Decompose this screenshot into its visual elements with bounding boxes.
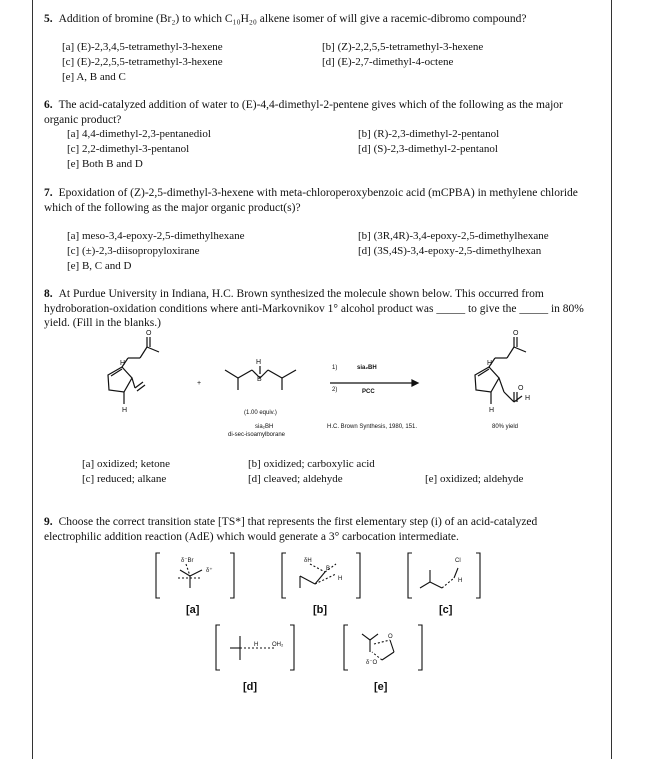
q5-option-e[interactable]: [e] A, B and C [62,71,126,83]
q6-option-c[interactable]: [c] 2,2-dimethyl-3-pentanol [67,143,190,155]
q7-option-e[interactable]: [e] B, C and D [67,260,132,272]
ts-c-structure [408,553,480,598]
q8-number: 8. [44,288,53,300]
ts-c-cl-label: Cl [455,558,461,564]
ts-c-h-label: H [458,578,463,584]
q6-option-d[interactable]: [d] (S)-2,3-dimethyl-2-pentanol [358,143,498,155]
step-2-label: 2) [332,387,338,393]
q9-transition-states [150,548,490,698]
q8-option-b[interactable]: [b] oxidized; carboxylic acid [248,458,375,470]
q7-number: 7. [44,187,53,199]
ts-label-c[interactable]: [c] [439,604,453,616]
ts-a-delta-label: δ⁺ [206,568,213,574]
question-8 [44,287,596,331]
ts-label-b[interactable]: [b] [313,604,328,616]
reference-label: H.C. Brown Synthesis, 1980, 151. [327,424,418,430]
step-1-label: 1) [332,365,338,371]
prod-h2-label: H [489,407,495,414]
q5-option-d[interactable]: [d] (E)-2,7-dimethyl-4-octene [322,56,454,68]
ts-label-a[interactable]: [a] [186,604,200,616]
question-9 [44,515,596,544]
equiv-label: (1.00 equiv.) [244,410,277,416]
ts-e-o-label: O [388,634,393,640]
ts-e-structure [344,625,422,670]
starting-material-structure [108,337,159,404]
q6-option-e[interactable]: [e] Both B and D [67,158,143,170]
ts-a-br-label: δ⁻Br [181,558,194,564]
q6-option-a[interactable]: [a] 4,4-dimethyl-2,3-pentanediol [67,128,211,140]
q7-option-b[interactable]: [b] (3R,4R)-3,4-epoxy-2,5-dimethylhexane [358,230,549,242]
q7-option-a[interactable]: [a] meso-3,4-epoxy-2,5-dimethylhexane [67,230,245,242]
q9-text: Choose the correct transition state [TS*] that represents the first elementary step (i) of an acid-catalyzed electrophilic addition reaction (AdE) which would generate a 3° carbocation intermediate. [44,516,538,543]
q6-option-b[interactable]: [b] (R)-2,3-dimethyl-2-pentanol [358,128,500,140]
q6-text: The acid-catalyzed addition of water to (E)-4,4-dimethyl-2-pentene gives which of the following as the major organic product? [44,99,563,126]
ts-b-b-label: B [326,566,331,572]
sia2bh-fullname: di-sec-isoamylborane [228,432,286,438]
q8-option-e[interactable]: [e] oxidized; aldehyde [425,473,524,485]
sia-b-label: B [257,376,262,383]
prod-h-label: H [525,395,531,402]
sia2bh-name: sia₂BH [255,424,274,430]
q8-option-d[interactable]: [d] cleaved; aldehyde [248,473,343,485]
ts-b-structure [282,553,360,598]
prod-oxygen2-label: O [518,385,524,392]
prod-h1-label: H [487,360,493,367]
ts-d-h-label: H [254,642,259,648]
plus-sign: + [197,380,202,387]
q5-option-b[interactable]: [b] (Z)-2,2,5,5-tetramethyl-3-hexene [322,41,484,53]
question-5 [44,12,604,27]
ts-a-structure [156,553,234,598]
q5-option-a[interactable]: [a] (E)-2,3,4,5-tetramethyl-3-hexene [62,41,223,53]
ts-b-h2-label: H [338,576,343,582]
q7-option-d[interactable]: [d] (3S,4S)-3,4-epoxy-2,5-dimethylhexan [358,245,542,257]
sm-h2-label: H [122,407,128,414]
q5-text: Addition of bromine (Br₂) to which C₁₀H₂₀ alkene isomer of will give a racemic-dibromo compound? [58,13,527,25]
ts-label-d[interactable]: [d] [243,681,258,693]
q5-option-c[interactable]: [c] (E)-2,2,5,5-tetramethyl-3-hexene [62,56,223,68]
sm-h-label: H [120,360,126,367]
q7-option-c[interactable]: [c] (±)-2,3-diisopropyloxirane [67,245,200,257]
q7-text: Epoxidation of (Z)-2,5-dimethyl-3-hexene with meta-chloroperoxybenzoic acid (mCPBA) in methylene chloride which of the following as the major organic product(s)? [44,187,578,214]
question-6 [44,98,596,127]
reagent-2-label: PCC [362,389,375,395]
prod-oxygen-label: O [513,330,519,337]
q8-option-a[interactable]: [a] oxidized; ketone [82,458,170,470]
q8-option-c[interactable]: [c] reduced; alkane [82,473,167,485]
sia-h-label: H [256,359,262,366]
q5-number: 5. [44,13,53,25]
ts-b-h-label: δH [304,558,312,564]
ts-d-oh2-label: OH₂ [272,642,284,648]
q8-text: At Purdue University in Indiana, H.C. Brown synthesized the molecule shown below. This occurred from hydroboration-oxidation conditions where anti-Markovnikov 1° alcohol product was _____ to give the _____ in 80% yield. (Fill in the blanks.) [44,288,584,329]
sm-oxygen-label: O [146,330,152,337]
product-structure [475,337,526,404]
question-7 [44,186,596,215]
q6-number: 6. [44,99,53,111]
q9-number: 9. [44,516,53,528]
ts-label-e[interactable]: [e] [374,681,388,693]
reagent-1-label: sia₂BH [357,365,377,371]
ts-e-o2-label: δ⁻O [366,660,378,666]
yield-label: 80% yield [492,424,519,430]
